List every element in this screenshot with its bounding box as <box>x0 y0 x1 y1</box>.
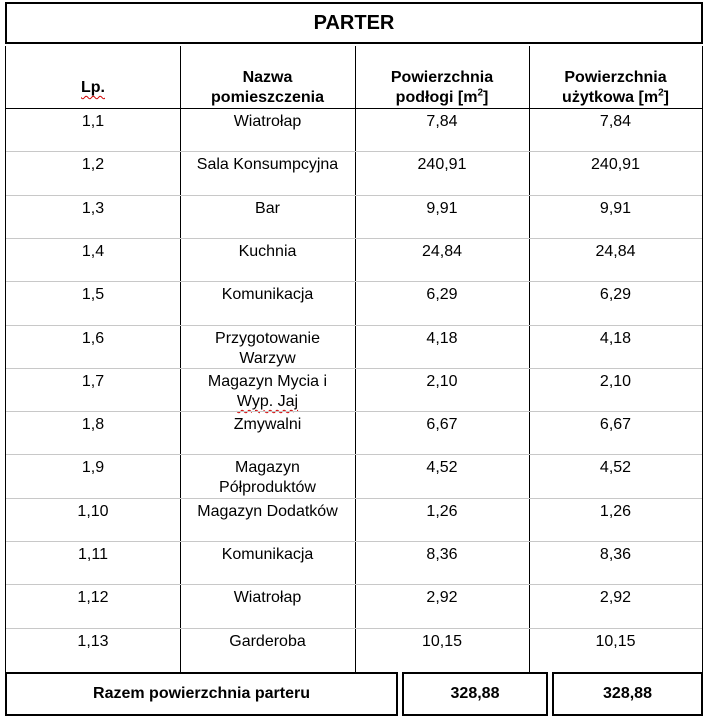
row-divider <box>6 628 702 629</box>
room-name-line: Komunikacja <box>221 546 314 563</box>
cell-room-name <box>180 155 355 175</box>
room-name-line: Magazyn Mycia i <box>207 372 328 390</box>
cell-usable-area: 9,91 <box>599 199 632 217</box>
row-divider <box>6 541 702 542</box>
cell-lp: 1,8 <box>81 416 105 434</box>
cell-lp: 1,13 <box>77 632 109 650</box>
footer-floor-total: 328,88 <box>450 685 500 702</box>
cell-lp: 1,1 <box>81 113 105 130</box>
cell-lp: 1,6 <box>81 329 105 347</box>
cell-room-name <box>180 458 355 498</box>
room-name-line: Bar <box>255 199 280 217</box>
room-name-line: Półproduktów <box>219 479 316 497</box>
header-floor-area: Powierzchnia podłogi $[m^2]$ <box>390 69 494 106</box>
table-title <box>5 2 703 44</box>
room-name-line: Wyp. Jaj <box>236 392 299 410</box>
cell-lp: 1,2 <box>81 156 105 174</box>
row-divider <box>6 325 702 326</box>
header-divider <box>6 108 702 109</box>
cell-floor-area: 2,92 <box>426 589 458 607</box>
row-divider <box>6 238 702 239</box>
col-divider <box>529 46 530 672</box>
title-text: PARTER <box>313 11 395 34</box>
room-name-line: Wiatrołap <box>233 113 302 130</box>
cell-room-name <box>180 285 355 305</box>
cell-usable-area: 7,84 <box>599 113 632 130</box>
room-name-line: Przygotowanie <box>215 329 320 347</box>
row-divider <box>6 411 702 412</box>
cell-room-name <box>180 242 355 262</box>
cell-room-name <box>180 502 355 522</box>
room-name-line: Zmywalni <box>233 416 302 434</box>
footer-usable-total: 328,88 <box>603 685 652 702</box>
cell-lp: 1,9 <box>81 459 105 477</box>
cell-room-name <box>180 329 355 369</box>
header-lp: Lp. <box>81 79 105 96</box>
cell-usable-area: 24,84 <box>595 242 636 260</box>
cell-floor-area: 240,91 <box>417 156 467 174</box>
cell-floor-area: 6,67 <box>426 416 458 434</box>
cell-usable-area: 240,91 <box>591 156 640 174</box>
cell-lp: 1,4 <box>81 242 105 260</box>
row-divider <box>6 454 702 455</box>
cell-usable-area: 10,15 <box>595 632 636 650</box>
row-divider <box>6 498 702 499</box>
cell-room-name <box>180 632 355 652</box>
room-name-line: Magazyn Dodatków <box>197 502 338 520</box>
cell-lp: 1,5 <box>81 286 105 304</box>
cell-floor-area: 4,52 <box>426 459 458 477</box>
row-divider <box>6 281 702 282</box>
header-name: Nazwa pomieszczenia <box>211 69 324 106</box>
table-footer <box>5 672 703 716</box>
room-name-line: Garderoba <box>229 632 306 650</box>
cell-floor-area: 2,10 <box>426 372 458 390</box>
cell-lp: 1,10 <box>77 502 109 520</box>
cell-usable-area: 1,26 <box>599 502 632 520</box>
row-divider <box>6 195 702 196</box>
cell-lp: 1,12 <box>77 589 109 607</box>
cell-floor-area: 7,84 <box>426 113 458 130</box>
cell-usable-area: 8,36 <box>599 546 632 563</box>
cell-room-name <box>180 199 355 219</box>
cell-floor-area: 10,15 <box>421 632 463 650</box>
cell-room-name <box>180 545 355 565</box>
room-name-line: Komunikacja <box>221 286 314 304</box>
cell-lp: 1,3 <box>81 199 105 217</box>
cell-floor-area: 9,91 <box>426 199 458 217</box>
room-name-line: Kuchnia <box>238 242 297 260</box>
cell-room-name <box>180 415 355 435</box>
footer-label: Razem powierzchnia parteru <box>93 685 310 702</box>
cell-lp: 1,7 <box>81 372 105 390</box>
cell-floor-area: 24,84 <box>421 242 463 260</box>
cell-usable-area: 2,10 <box>599 372 632 390</box>
row-divider <box>6 584 702 585</box>
cell-usable-area: 2,92 <box>599 589 632 607</box>
room-name-line: Warzyw <box>239 349 296 367</box>
cell-usable-area: 6,29 <box>599 286 632 304</box>
row-divider <box>6 151 702 152</box>
room-name-line: Magazyn <box>235 459 300 477</box>
cell-room-name <box>180 372 355 412</box>
cell-usable-area: 6,67 <box>599 416 632 434</box>
rooms-table <box>5 46 703 672</box>
room-name-line: Sala Konsumpcyjna <box>196 156 339 174</box>
header-usable-area: Powierzchnia użytkowa $[m^2]$ <box>562 69 669 106</box>
cell-floor-area: 1,26 <box>426 502 458 520</box>
cell-room-name <box>180 112 355 132</box>
cell-room-name <box>180 588 355 608</box>
row-divider <box>6 368 702 369</box>
cell-usable-area: 4,18 <box>599 329 632 347</box>
cell-floor-area: 6,29 <box>426 286 458 304</box>
room-name-line: Wiatrołap <box>233 589 302 607</box>
col-divider <box>355 46 356 672</box>
cell-lp: 1,11 <box>78 546 108 563</box>
cell-floor-area: 4,18 <box>426 329 458 347</box>
cell-usable-area: 4,52 <box>599 459 632 477</box>
cell-floor-area: 8,36 <box>426 546 458 563</box>
